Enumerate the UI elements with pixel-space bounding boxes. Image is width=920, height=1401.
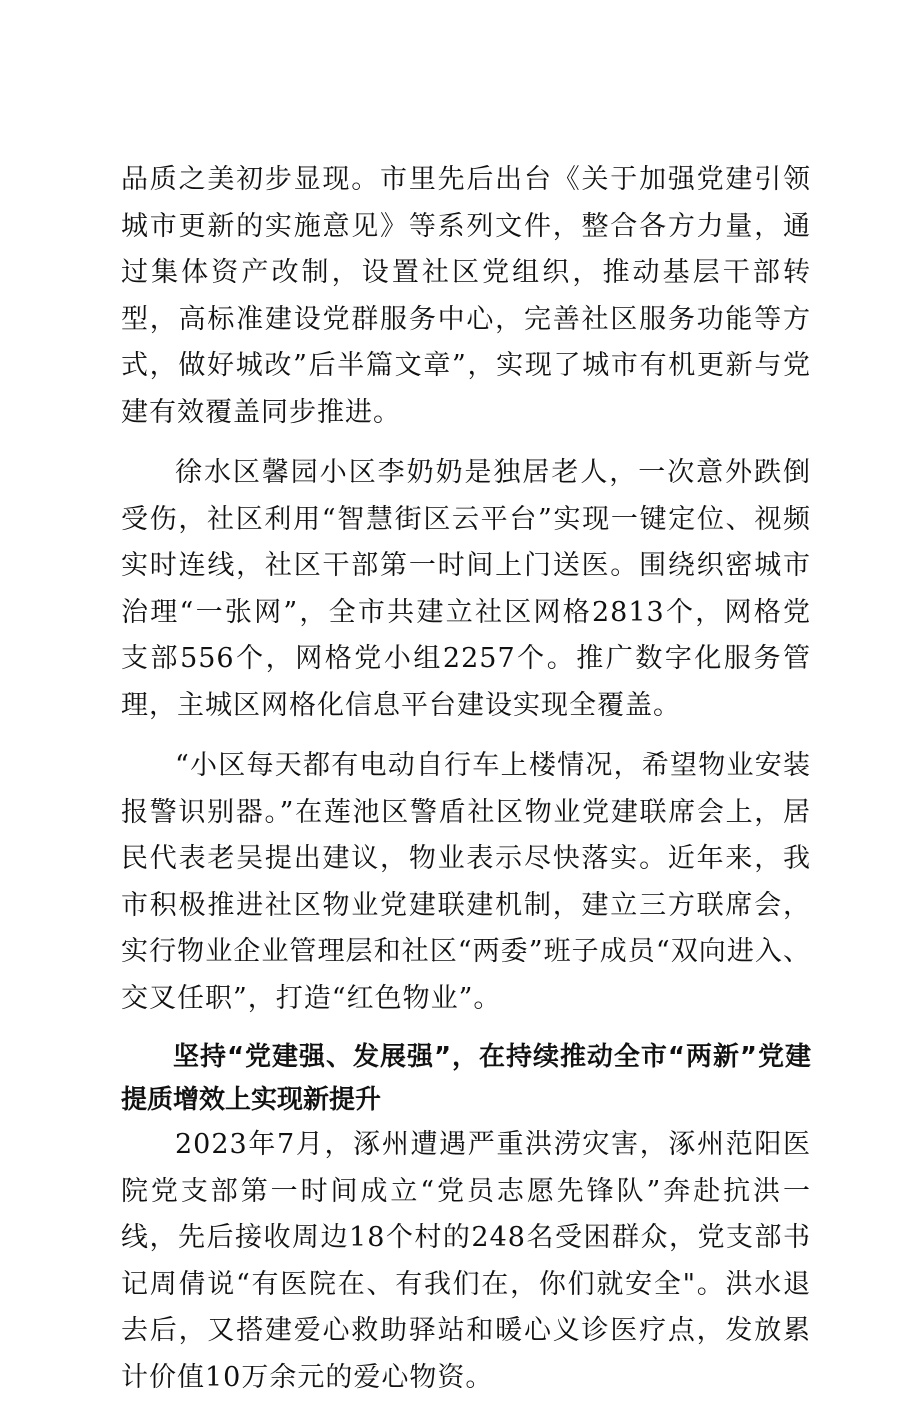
document-body: [121, 157, 811, 1401]
section-heading: 坚持“党建强、发展强”，在持续推动全市“两新”党建提质增效上实现新提升: [121, 1042, 811, 1115]
paragraph-property-party-building: “小区每天都有电动自行车上楼情况，希望物业安装报警识别器。”在莲池区警盾社区物业党建联席会上，居民代表老吴提出建议，物业表示尽快落实。近年来，我市积极推进社区物业党建联建机制，建立三方联席会，实行物业企业管理层和社区“两委”班子成员“双向进入、交叉任职”，打造“红色物业”。: [121, 750, 811, 1014]
paragraph-flood-relief: 2023年7月，涿州遭遇严重洪涝灾害，涿州范阳医院党支部第一时间成立“党员志愿先锋队”奔赴抗洪一线，先后接收周边18个村的248名受困群众，党支部书记周倩说“有医院在、有我们在，你们就安全"。洪水退去后，又搭建爱心救助驿站和暖心义诊医疗点，发放累计价值10万余元的爱心物资。: [121, 1129, 811, 1393]
paragraph-city-renewal: 品质之美初步显现。市里先后出台《关于加强党建引领城市更新的实施意见》等系列文件，整合各方力量，通过集体资产改制，设置社区党组织，推动基层干部转型，高标准建设党群服务中心，完善社区服务功能等方式，做好城改”后半篇文章”，实现了城市有机更新与党建有效覆盖同步推进。: [121, 164, 811, 428]
paragraph-smart-community: 徐水区馨园小区李奶奶是独居老人，一次意外跌倒受伤，社区利用“智慧街区云平台”实现一键定位、视频实时连线，社区干部第一时间上门送医。围绕织密城市治理“一张网”，全市共建立社区网格2813个，网格党支部556个，网格党小组2257个。推广数字化服务管理，主城区网格化信息平台建设实现全覆盖。: [121, 457, 811, 721]
